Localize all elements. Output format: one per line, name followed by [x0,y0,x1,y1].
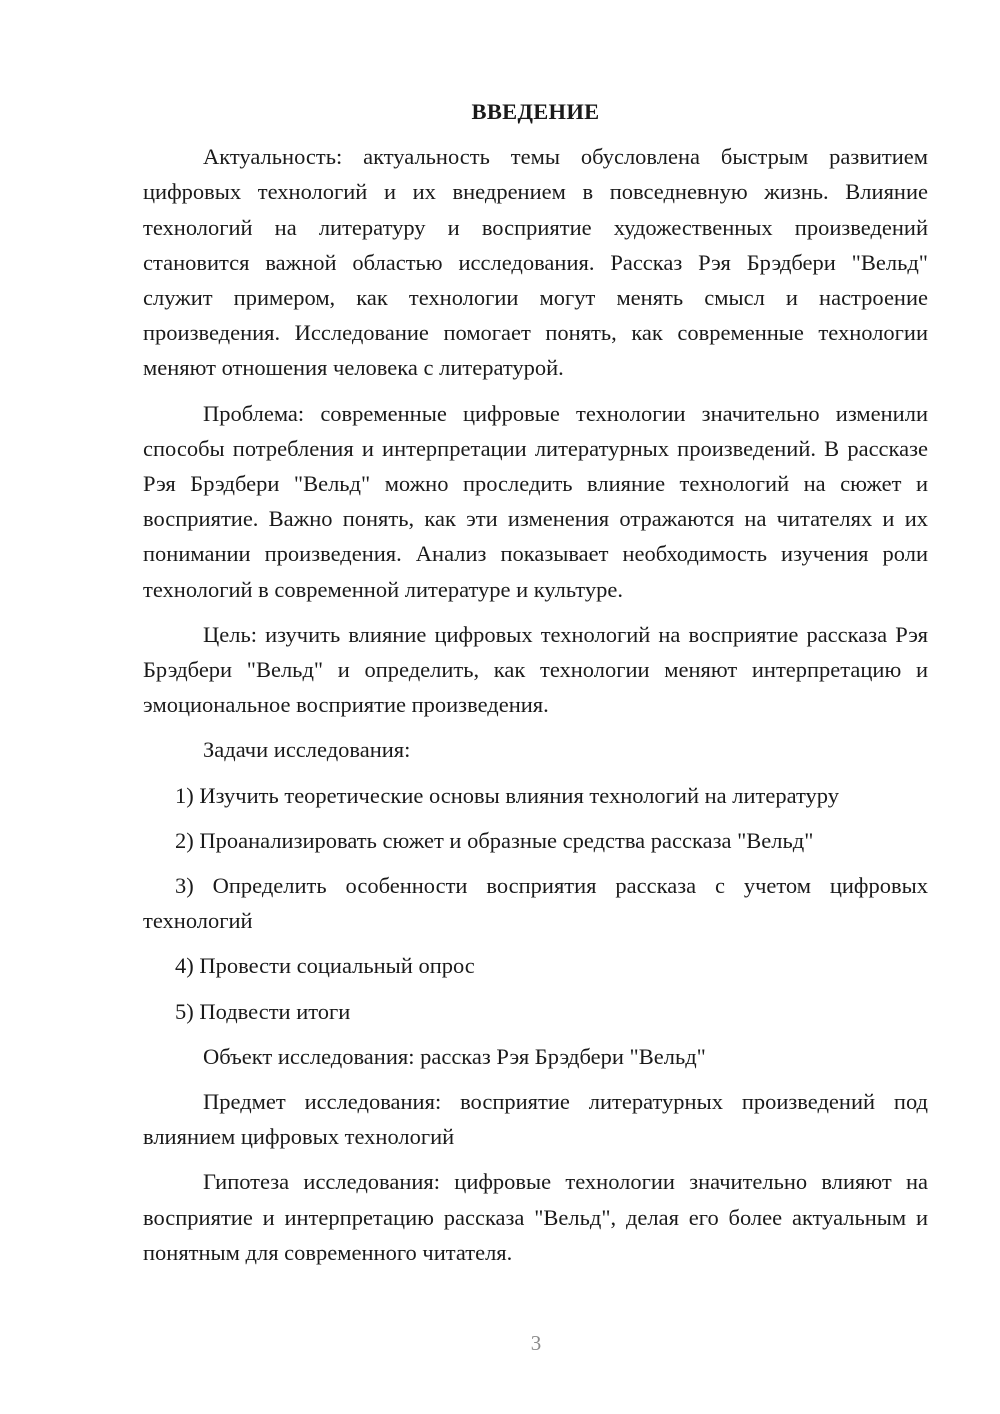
relevance-paragraph: Актуальность: актуальность темы обусловлена быстрым развитием цифровых технологий и их внедрением в повседневную жизнь. Влияние технологий на литературу и восприятие художественных произведений становится важной областью исследования. Рассказ Рэя Брэдбери "Вельд" служит примером, как технологии могут менять смысл и настроение произведения. Исследование помогает понять, как современные технологии меняют отношения человека с литературой. [143,144,928,381]
page-number: 3 [530,1331,542,1355]
task-item-2: 2) Проанализировать сюжет и образные средства рассказа "Вельд" [175,827,814,853]
task-item-5: 5) Подвести итоги [175,998,351,1024]
task-item-4: 4) Провести социальный опрос [175,953,475,979]
hypothesis-paragraph: Гипотеза исследования: цифровые технологии значительно влияют на восприятие и интерпретацию рассказа "Вельд", делая его более актуальным и понятным для современного читателя. [143,1169,928,1265]
task-item-3: 3) Определить особенности восприятия рассказа с учетом цифровых технологий [143,873,928,934]
goal-paragraph: Цель: изучить влияние цифровых технологий на восприятие рассказа Рэя Брэдбери "Вельд" и определить, как технологии меняют интерпретацию и эмоциональное восприятие произведения. [143,621,928,718]
document-page [143,94,928,1280]
task-item-1: 1) Изучить теоретические основы влияния технологий на литературу [175,782,839,808]
tasks-list [143,778,928,1029]
tasks-heading: Задачи исследования: [203,737,411,763]
problem-paragraph: Проблема: современные цифровые технологии значительно изменили способы потребления и интерпретации литературных произведений. В рассказе Рэя Брэдбери "Вельд" можно проследить влияние технологий на сюжет и восприятие. Важно понять, как эти изменения отражаются на читателях и их понимании произведения. Анализ показывает необходимость изучения роли технологий в современной литературе и культуре. [143,400,928,602]
page-title: ВВЕДЕНИЕ [471,99,600,124]
subject-paragraph: Предмет исследования: восприятие литературных произведений под влиянием цифровых технологий [143,1089,928,1150]
object-paragraph: Объект исследования: рассказ Рэя Брэдбери "Вельд" [203,1043,706,1069]
